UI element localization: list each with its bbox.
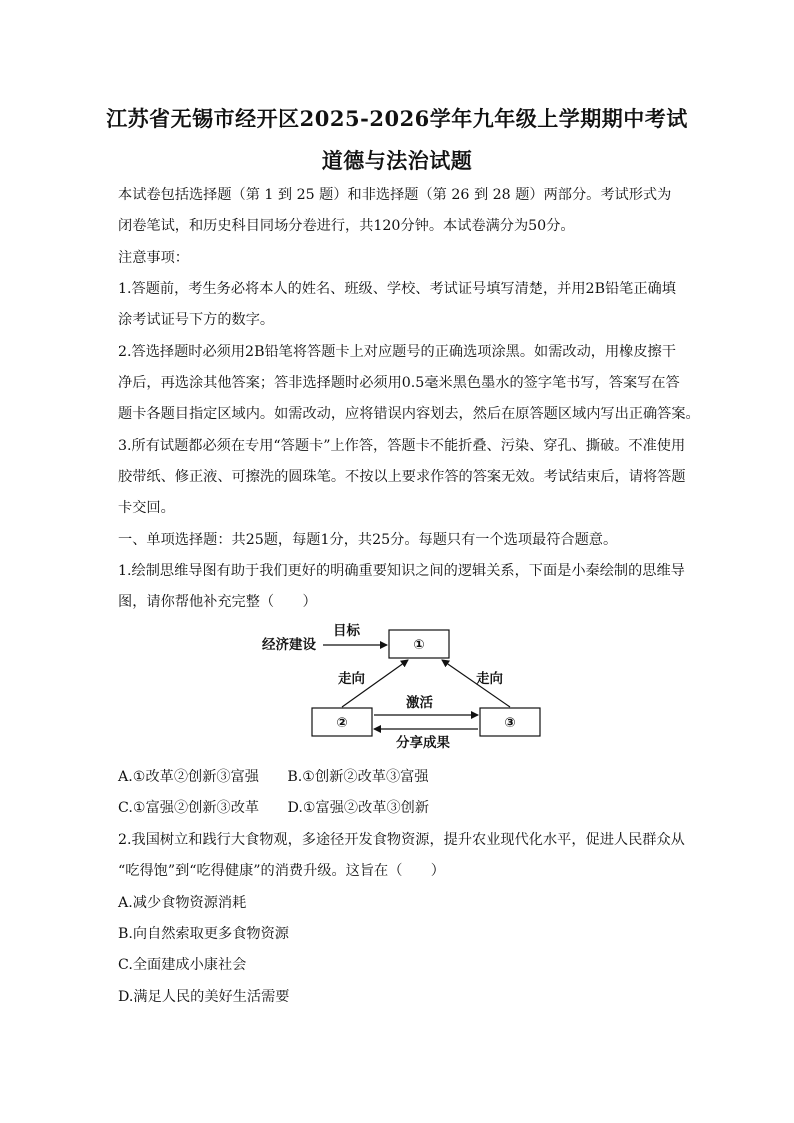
intro-line: 闭卷笔试，和历史科目同场分卷进行，共120分钟。本试卷满分为50分。 — [118, 218, 575, 234]
notice-item-line: 2.答选择题时必须用2B铅笔将答题卡上对应题号的正确选项涂黑。如需改动，用橡皮擦干 — [118, 344, 676, 360]
notice-item-line: 胶带纸、修正液、可擦洗的圆珠笔。不按以上要求作答的答案无效。考试结束后，请将答题 — [118, 469, 686, 485]
arrow-label-target: 目标 — [333, 623, 360, 639]
notice-item-line: 3.所有试题都必须在专用“答题卡”上作答，答题卡不能折叠、污染、穿孔、撕破。不准使用 — [118, 438, 686, 454]
notice-item-line: 净后，再选涂其他答案；答非选择题时必须用0.5毫米黑色墨水的签字笔书写，答案写在答 — [118, 375, 680, 391]
box-2-label: ② — [336, 715, 348, 731]
exam-subtitle: 道德与法治试题 — [321, 148, 473, 173]
notice-item-line: 涂考试证号下方的数字。 — [118, 312, 275, 328]
option-d: D.满足人民的美好生活需要 — [118, 989, 290, 1005]
question-stem: 1.绘制思维导图有助于我们更好的明确重要知识之间的逻辑关系，下面是小秦绘制的思维导 — [118, 563, 685, 579]
notice-heading: 注意事项： — [118, 250, 189, 266]
notice-item-line: 1.答题前，考生务必将本人的姓名、班级、学校、考试证号填写清楚，并用2B铅笔正确填 — [118, 281, 676, 297]
mid-top-label: 激活 — [406, 695, 433, 711]
notice-item-line: 卡交回。 — [118, 500, 175, 516]
question-options: A.①改革②创新③富强 B.①创新②改革③富强 — [118, 769, 429, 785]
box-3-label: ③ — [504, 715, 516, 731]
option-c: C.全面建成小康社会 — [118, 957, 247, 973]
right-edge-label: 走向 — [476, 671, 503, 687]
question-stem: 2.我国树立和践行大食物观，多途径开发食物资源，提升农业现代化水平，促进人民群众从 — [118, 832, 685, 848]
intro-line: 本试卷包括选择题（第 1 到 25 题）和非选择题（第 26 到 28 题）两部分。考试形式为 — [118, 187, 672, 203]
question-stem: “吃得饱”到“吃得健康”的消费升级。这旨在（ ） — [118, 863, 445, 879]
question-options: C.①富强②创新③改革 D.①富强②改革③创新 — [118, 800, 430, 816]
mid-bottom-label: 分享成果 — [396, 735, 450, 751]
exam-title: 江苏省无锡市经开区2025-2026学年九年级上学期期中考试 — [106, 106, 688, 131]
notice-item-line: 题卡各题目指定区域内。如需改动，应将错误内容划去，然后在原答题区域内写出正确答案。 — [118, 406, 700, 422]
diagram-left-label: 经济建设 — [262, 637, 316, 653]
option-b: B.向自然索取更多食物资源 — [118, 926, 289, 942]
left-edge-label: 走向 — [338, 671, 365, 687]
box-1-label: ① — [413, 637, 425, 653]
section-heading: 一、单项选择题：共25题，每题1分，共25分。每题只有一个选项最符合题意。 — [118, 532, 618, 548]
question-stem: 图，请你帮他补充完整（ ） — [118, 594, 317, 610]
option-a: A.减少食物资源消耗 — [118, 895, 247, 911]
mind-map-diagram — [250, 618, 550, 752]
